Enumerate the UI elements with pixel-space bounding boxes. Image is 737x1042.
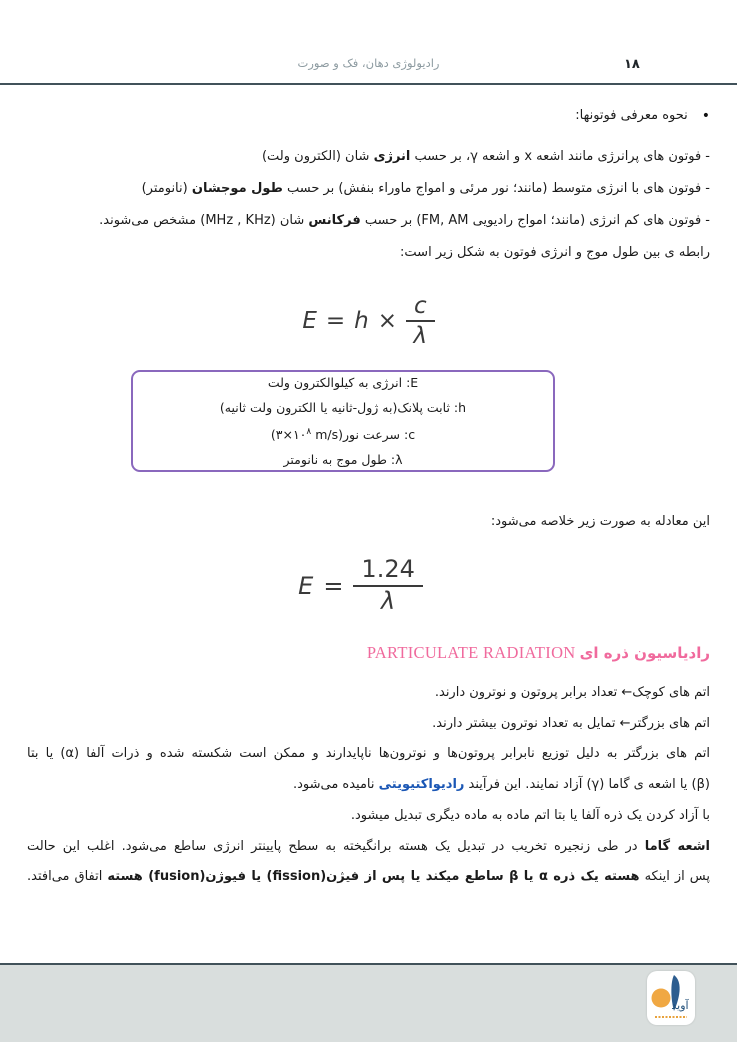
formula-symbol-E: E <box>302 308 317 335</box>
line-bold-text: هسته یک ذره α یا β ساطع میکند یا پس از فیژن(fission) یا فیوژن(fusion) هسته <box>107 869 640 884</box>
section-title-english: PARTICULATE RADIATION <box>366 643 576 662</box>
formula-symbol-h: h <box>354 308 369 335</box>
bullet-icon: • <box>701 108 710 124</box>
section-title-farsi: رادیاسیون ذره ای <box>579 644 710 662</box>
publisher-logo <box>647 971 695 1025</box>
radioactivity-term: رادیواکتیویتی <box>378 777 465 792</box>
body-line-transmutation: با آزاد کردن یک ذره آلفا یا بتا اتم ماده به ماده دیگری تبدیل میشود. <box>350 808 710 823</box>
unit: m/s <box>311 427 339 443</box>
logo-circle-icon <box>652 989 671 1008</box>
line-bold-text: انرژی <box>373 149 411 164</box>
exponent: ۸ <box>306 426 312 437</box>
equals-sign: = <box>323 571 344 600</box>
definition-c-label: c: سرعت نور( <box>338 427 416 443</box>
line-text: (نانومتر) <box>141 181 192 196</box>
body-line-gamma <box>27 837 710 857</box>
gamma-ray-term: اشعه گاما <box>644 839 710 854</box>
logo-brand-text: آوید <box>671 999 689 1012</box>
line-text: - فوتون های کم انرژی (مانند؛ امواج رادیویی FM, AM) بر حسب <box>360 213 710 228</box>
summary-line: این معادله به صورت زیر خلاصه می‌شود: <box>490 514 710 529</box>
fraction-numerator: c <box>406 293 435 322</box>
body-line-unstable: اتم های بزرگتر به دلیل توزیع نابرابر پروتون‌ها و نوترون‌ها ناپایدارند و ممکن است شکسته شده و ذرات آلفا (α) یا بتا <box>27 746 711 761</box>
footer-bar <box>0 963 737 1042</box>
line-text: شان (الکترون ولت) <box>261 149 374 164</box>
line-text: پس از اینکه <box>639 869 710 884</box>
fraction-denominator: λ <box>381 586 396 615</box>
times-sign: × <box>377 308 398 335</box>
content-column-section <box>27 0 710 1042</box>
body-line-radioactivity <box>27 775 710 795</box>
body-line-fission-fusion <box>27 867 710 887</box>
fraction-denominator: λ <box>413 323 428 350</box>
definition-h: h: ثابت پلانک(به ژول-ثانیه یا الکترون ولت ثانیه) <box>219 399 467 415</box>
line-bold-text: طول موجشان <box>191 181 283 196</box>
mantissa: ۳×۱۰ <box>275 427 307 443</box>
close-paren: ) <box>270 427 276 443</box>
fraction-numerator: 1.24 <box>353 556 422 587</box>
body-line-small-atoms: اتم های کوچک← تعداد برابر پروتون و نوترون دارند. <box>434 685 710 700</box>
line-text: اتفاق می‌افتد. <box>27 869 108 884</box>
definition-lambda: λ: طول موج به نانومتر <box>283 452 403 468</box>
line-text: - فوتون های پرانرژی مانند اشعه x و اشعه γ، بر حسب <box>410 149 710 164</box>
line-text: نامیده می‌شود. <box>292 777 379 792</box>
line-text: (β) یا اشعه ی گاما (γ) آزاد نمایند. این فرآیند <box>464 777 710 792</box>
relation-line: رابطه ی بین طول موج و انرژی فوتون به شکل زیر است: <box>400 245 710 260</box>
page-number: ۱۸ <box>624 56 640 72</box>
line-text: - فوتون های با انرژی متوسط (مانند؛ نور مرئی و امواج ماوراء بنفش) بر حسب <box>282 181 710 196</box>
line-text: شان (MHz , KHz) مشخص می‌شوند. <box>99 213 309 228</box>
formula-symbol-E: E <box>298 571 314 600</box>
page-title: رادیولوژی دهان، فک و صورت <box>297 56 440 70</box>
bullet-text: نحوه معرفی فوتونها: <box>575 108 688 123</box>
section-heading <box>27 643 710 665</box>
line-bold-text: فرکانس <box>308 213 361 228</box>
definition-E: E: انرژی به کیلوالکترون ولت <box>267 374 419 390</box>
equals-sign: = <box>325 308 346 335</box>
line-text: در طی زنجیره تخریب در تبدیل یک هسته برانگیخته به سطح پایینتر انرژی ساطع می‌شود. اغلب این حالت <box>27 839 645 854</box>
body-line-large-atoms: اتم های بزرگتر← تمایل به تعداد نوترون بیشتر دارند. <box>432 716 710 731</box>
